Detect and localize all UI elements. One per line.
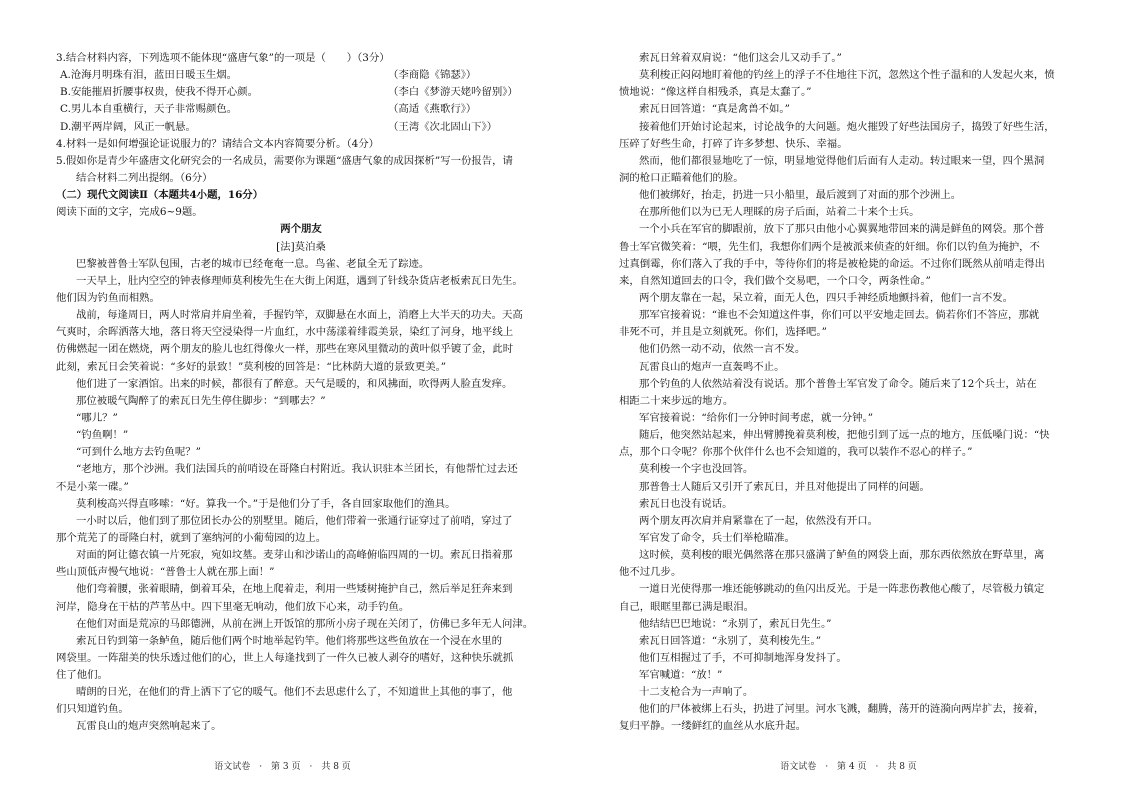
text-line: “老地方，那个沙洲。我们法国兵的前哨设在哥隆白村附近。我认识驻本兰团长，有他帮忙过去还 — [76, 463, 518, 476]
text-line: 他们进了一家酒馆。出来的时候，都很有了醉意。天气是暖的，和风拂面，吹得两人脸直发痒。 — [76, 377, 513, 390]
question-5-line-2: 结合材料二列出提纲。（6分） — [76, 171, 213, 184]
text-line: 索瓦日回答道：“真是禽兽不如。” — [639, 103, 790, 116]
text-line: 此刻，索瓦日会笑着说：“多好的景致！”莫利梭的回答是：“比林荫大道的景致更美。” — [56, 360, 447, 373]
text-line: 鲁士军官微笑着：“喂，先生们，我想你们两个是被派来侦查的奸细。你们以钓鱼为掩护，不 — [619, 240, 1040, 253]
text-line: 他们被绑好，抬走，扔进一只小船里，最后渡到了对面的那个沙洲上。 — [639, 189, 962, 202]
text-line: 对面的阿让德衣镇一片死寂，宛如坟墓。麦芽山和沙诺山的高峰俯临四周的一切。索瓦日指着那 — [76, 549, 513, 562]
text-line: 那普鲁士人随后又引开了索瓦日，并且对他提出了同样的问题。 — [639, 480, 930, 493]
text-line: 瓦雷良山的炮声突然响起来了。 — [76, 720, 222, 733]
text-line: 他们仍然一动不动，依然一言不发。 — [639, 343, 806, 356]
text-line: 军官喊道：“放！” — [639, 669, 723, 682]
story-text-page-4 — [619, 50, 1114, 736]
text-line: 在那所他们以为已无人理睬的房子后面，站着二十来个士兵。 — [639, 206, 920, 219]
text-line: 那军官接着说：“谁也不会知道这件事，你们可以平安地走回去。倘若你们不答应，那就 — [639, 309, 1040, 322]
text-line: 他们的尸体被绑上石头，扔进了河里。河水飞溅，翻腾，荡开的涟漪向两岸扩去，接着， — [639, 703, 1045, 716]
page-4-column — [619, 50, 1114, 736]
text-line: 一个小兵在军官的脚跟前，放下了那只由他小心翼翼地带回来的满是鲜鱼的网袋。那个普 — [639, 223, 1045, 236]
text-line: 他不过几步。 — [619, 566, 682, 579]
text-line: 军官接着说：“给你们一分钟时间考虑，就一分钟。” — [639, 411, 874, 424]
text-line: 在他们对面是荒凉的马郎德洲，从前在洲上开饭馆的那所小房子现在关闭了，仿佛已多年无人问津。 — [76, 617, 534, 630]
text-line: 一小时以后，他们到了那位团长办公的别墅里。随后，他们带着一张通行证穿过了前哨，穿过了 — [76, 514, 513, 527]
text-line: 他们互相握过了手，不可抑制地浑身发抖了。 — [639, 651, 847, 664]
text-line: 巴黎被普鲁士军队包围，古老的城市已经奄奄一息。鸟雀、老鼠全无了踪迹。 — [76, 257, 430, 270]
text-line: 气爽时，余晖洒落大地，落日将天空浸染得一片血红，水中荡漾着绯霞美景，染红了河身，地平线上 — [56, 326, 514, 339]
text-line: 索瓦日也没有说话。 — [639, 497, 733, 510]
text-line: 不是小菜一碟。” — [56, 480, 129, 493]
text-line: 瓦雷良山的炮声一直轰鸣不止。 — [639, 360, 785, 373]
q3-option-d — [56, 119, 546, 136]
option-source: （李商隐《锦瑟》） — [388, 69, 477, 82]
option-text: C.男儿本自重横行，天子非常赐颜色。 — [60, 103, 238, 116]
story-title: 两个朋友 — [280, 223, 322, 236]
text-line: 来，自然知道回去的口令，我们做个交易吧，一个口令，两条性命。” — [619, 274, 931, 287]
section-heading: （二）现代文阅读Ⅱ（本题共4小题，16分） — [56, 189, 264, 202]
text-line: 一道日光使得那一堆还能够跳动的鱼闪出反光。于是一阵悲伤教他心酸了，尽管极力镇定 — [639, 583, 1045, 596]
text-line: “钓鱼啊！” — [76, 429, 129, 442]
text-line: 晴朗的日光，在他们的背上洒下了它的暖气。他们不去思虑什么了，不知道世上其他的事了，他 — [76, 686, 513, 699]
q3-option-c — [56, 101, 546, 118]
text-line: 相距二十来步远的地方。 — [619, 394, 734, 407]
text-line: “哪儿？” — [76, 411, 118, 424]
text-line: 那个荒芜了的哥隆白村，就到了塞纳河的小葡萄园的边上。 — [56, 531, 327, 544]
question-4: 4.材料一是如何增强论证说服力的？请结合文本内容简要分析。（4分） — [56, 137, 380, 150]
text-line: 战前，每逢周日，两人时常肩并肩坐着，手握钓竿，双脚悬在水面上，消磨上大半天的功夫。天高 — [76, 309, 523, 322]
option-source: （王湾《次北固山下》） — [388, 120, 498, 133]
text-line: 们只知道钓鱼。 — [56, 703, 129, 716]
text-line: 一天早上，肚内空空的钟表修理师莫利梭先生在大街上闲逛，遇到了针线杂货店老板索瓦日先生。 — [76, 274, 523, 287]
option-text: D.潮平两岸阔，风正一帆悬。 — [60, 120, 196, 133]
text-line: 莫利梭高兴得直哆嗦：“好。算我一个。”于是他们分了手，各自回家取他们的渔具。 — [76, 497, 456, 510]
story-author: [法]莫泊桑 — [276, 240, 326, 253]
question-5-line-1: 5.假如你是青少年盛唐文化研究会的一名成员，需要你为课题“盛唐气象的成因探析”写一份报告，请 — [56, 154, 513, 167]
text-line: 过真倒霉，你们落入了我的手中，等待你们的将是被枪毙的命运。不过你们既然从前哨走得出 — [619, 257, 1046, 270]
text-line: 愤地说：“像这样自相残杀，真是太蠢了。” — [619, 86, 812, 99]
page-footer: 语文试卷 · 第 4 页 · 共 8 页 — [780, 762, 917, 772]
text-line: 自己，眼眶里都已满是眼泪。 — [619, 600, 755, 613]
question-3: 3.结合材料内容，下列选项不能体现“盛唐气象”的一项是（ ）（3分） — [56, 52, 390, 64]
text-line: 随后，他突然站起来，伸出臂膊挽着莫利梭，把他引到了远一点的地方，压低嗓门说：“快 — [639, 429, 1050, 442]
text-line: 两个朋友再次肩并肩紧靠在了一起，依然没有开口。 — [639, 514, 878, 527]
text-line: 莫利梭一个字也没回答。 — [639, 463, 754, 476]
text-line: 压碎了好些生命，打碎了许多梦想、快乐、幸福。 — [619, 137, 848, 150]
text-line: 他们弯着腰，张着眼睛，倒着耳朵，在地上爬着走，利用一些矮树掩护自己，然后举足狂奔来到 — [76, 583, 513, 596]
page-footer: 语文试卷 · 第 3 页 · 共 8 页 — [214, 762, 351, 772]
text-line: 那个钓鱼的人依然站着没有说话。那个普鲁士军官发了命令。随后来了12个兵士，站在 — [639, 377, 1037, 390]
text-line: 莫利梭正闷闷地盯着他的钓丝上的浮子不住地往下沉，忽然这个性子温和的人发起火来，愤 — [639, 69, 1055, 82]
text-line: 他结结巴巴地说：“永别了，索瓦日先生。” — [639, 617, 832, 630]
text-line: 索瓦日回答道：“永别了，莫利梭先生。” — [639, 634, 822, 647]
text-line: 住了他们。 — [56, 669, 108, 682]
reading-instruction: 阅读下面的文字，完成6~9题。 — [56, 206, 203, 219]
text-line: 洞的枪口正瞄着他们的脸。 — [619, 171, 744, 184]
q3-option-a — [56, 67, 546, 84]
text-line: 那位被暖气陶醉了的索瓦日先生停住脚步：“到哪去？” — [76, 394, 326, 407]
text-line: 点，那个口令呢？你那个伙伴什么也不会知道的，我可以装作不忍心的样子。” — [619, 446, 973, 459]
page-3-column — [56, 50, 546, 736]
option-source: （高适《燕歌行》） — [388, 103, 477, 116]
text-line: 然而，他们都很显地吃了一惊，明显地觉得他们后面有人走动。转过眼来一望，四个黑洞 — [639, 154, 1045, 167]
story-text-page-3 — [56, 256, 546, 736]
text-line: 接着他们开始讨论起来，讨论战争的大问题。炮火摧毁了好些法国房子，捣毁了好些生活， — [639, 120, 1055, 133]
option-text: B.安能摧眉折腰事权贵，使我不得开心颜。 — [60, 86, 258, 99]
text-line: 索瓦日钓到第一条鲈鱼，随后他们两个时地举起钓竿。他们将那些这些鱼放在一个浸在水里的 — [76, 634, 503, 647]
option-source: （李白《梦游天姥吟留别》） — [388, 86, 518, 99]
exam-page-3 — [0, 0, 565, 800]
q3-option-b — [56, 84, 546, 101]
text-line: 复归平静。一缕鲜红的血丝从水底升起。 — [619, 720, 807, 733]
text-line: 索瓦日耸着双肩说：“他们这会儿又动手了。” — [639, 52, 842, 64]
text-line: 河岸，隐身在干枯的芦苇丛中。四下里毫无响动，他们放下心来，动手钓鱼。 — [56, 600, 410, 613]
text-line: 非死不可，并且是立刻就死。你们，选择吧。” — [619, 326, 827, 339]
text-line: 他们因为钓鱼而相熟。 — [56, 291, 160, 304]
text-line: 两个朋友靠在一起，呆立着，面无人色，四只手神经质地颤抖着，他们一言不发。 — [639, 291, 1014, 304]
text-line: “可到什么地方去钓鱼呢？” — [76, 446, 201, 459]
text-line: 网袋里。一阵甜美的快乐透过他们的心，世上人每逢找到了一件久已被人剥夺的嗜好，这种快乐就抓 — [56, 651, 514, 664]
text-line: 军官发了命令，兵士们举枪瞄准。 — [639, 531, 795, 544]
text-line: 十二支枪合为一声响了。 — [639, 686, 754, 699]
exam-page-4 — [566, 0, 1131, 800]
text-line: 这时候，莫利梭的眼光偶然落在那只盛满了鲈鱼的网袋上面，那东西依然放在野草里，离 — [639, 549, 1045, 562]
text-line: 些山顶低声慢气地说：“普鲁士人就在那上面！” — [56, 566, 275, 579]
text-line: 仿佛燃起一团在燃烧，两个朋友的脸儿也红得像火一样，那些在寒风里微动的黄叶似乎镀了金，此时 — [56, 343, 514, 356]
option-text: A.沧海月明珠有泪，蓝田日暖玉生烟。 — [60, 69, 238, 82]
